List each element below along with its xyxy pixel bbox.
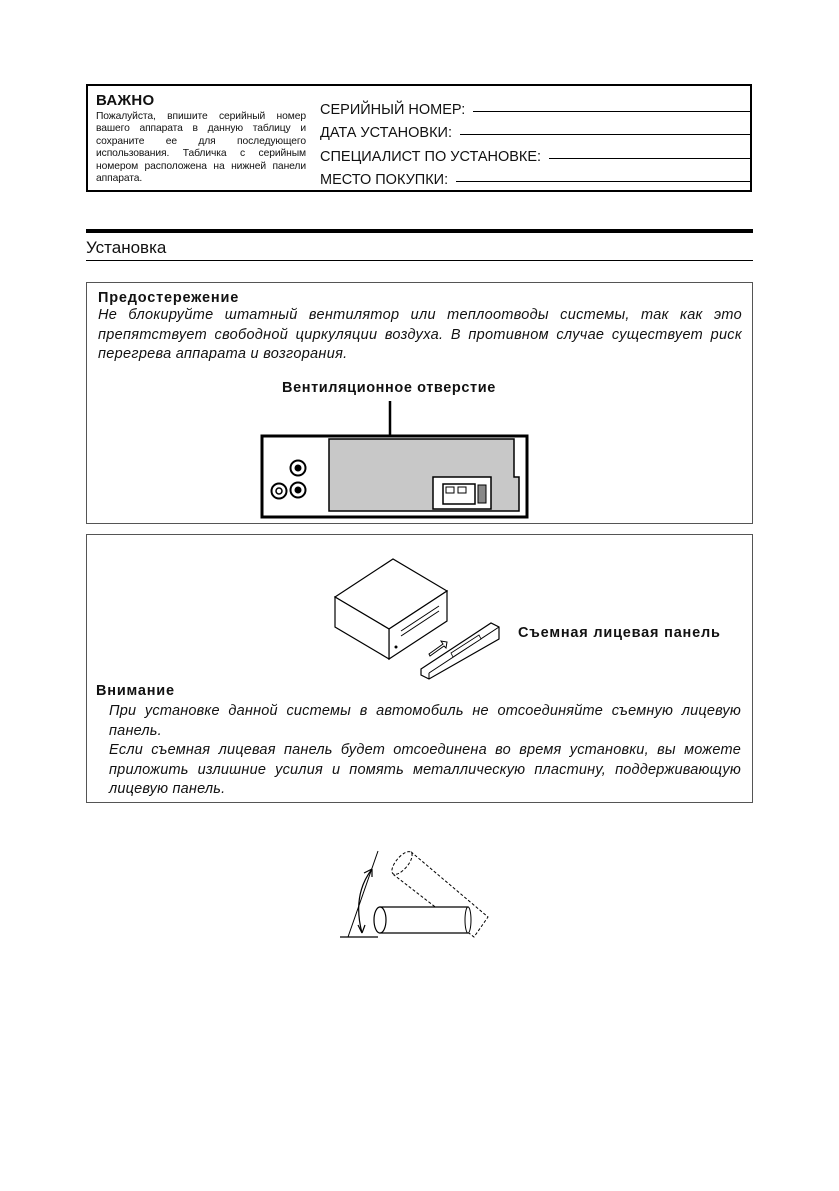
attention-box — [86, 534, 753, 803]
section-rule-top — [86, 229, 753, 233]
field-line — [473, 111, 750, 112]
faceplate-label: Съемная лицевая панель — [518, 625, 721, 641]
field-line — [456, 181, 750, 182]
detachable-faceplate-diagram-icon — [333, 557, 513, 681]
field-label: СПЕЦИАЛИСТ ПО УСТАНОВКЕ: — [320, 148, 542, 165]
attention-paragraph: Если съемная лицевая панель будет отсоединена во время установки, вы можете приложить излишние усилия и помять металлическую пластину, поддерживающую лицевую панель. — [109, 742, 741, 797]
important-box — [86, 84, 752, 192]
field-label: ДАТА УСТАНОВКИ: — [320, 125, 453, 141]
field-label: СЕРИЙНЫЙ НОМЕР: — [320, 101, 466, 118]
attention-title: Внимание — [96, 683, 175, 699]
record-fields — [320, 94, 750, 188]
serial-number-field — [320, 94, 750, 118]
important-note — [96, 92, 306, 185]
attention-paragraph: При установке данной системы в автомобиль не отсоединяйте съемную лицевую панель. — [109, 703, 741, 739]
purchase-place-field — [320, 165, 750, 189]
mounting-angle-diagram-icon — [338, 845, 498, 945]
vent-label: Вентиляционное отверстие — [282, 380, 496, 396]
install-date-field — [320, 118, 750, 142]
field-line — [460, 134, 750, 135]
caution-title: Предостережение — [98, 290, 240, 306]
caution-text: Не блокируйте штатный вентилятор или теплоотводы системы, так как это препятствует свободной циркуляции воздуха. В противном случае существует риск перегрева аппарата и возгорания. — [98, 307, 742, 362]
caution-box — [86, 282, 753, 524]
field-line — [549, 158, 750, 159]
rear-panel-diagram-icon — [257, 397, 532, 521]
important-title: ВАЖНО — [96, 92, 155, 109]
section-rule-bottom — [86, 260, 753, 261]
attention-text — [109, 702, 741, 800]
installer-field — [320, 141, 750, 165]
important-text: Пожалуйста, впишите серийный номер вашего аппарата в данную таблицу и сохраните ее для последующего использования. Табличка с серийным номером расположена на нижней панели аппарата. — [96, 111, 306, 185]
field-label: МЕСТО ПОКУПКИ: — [320, 172, 449, 188]
section-title: Установка — [86, 238, 167, 257]
